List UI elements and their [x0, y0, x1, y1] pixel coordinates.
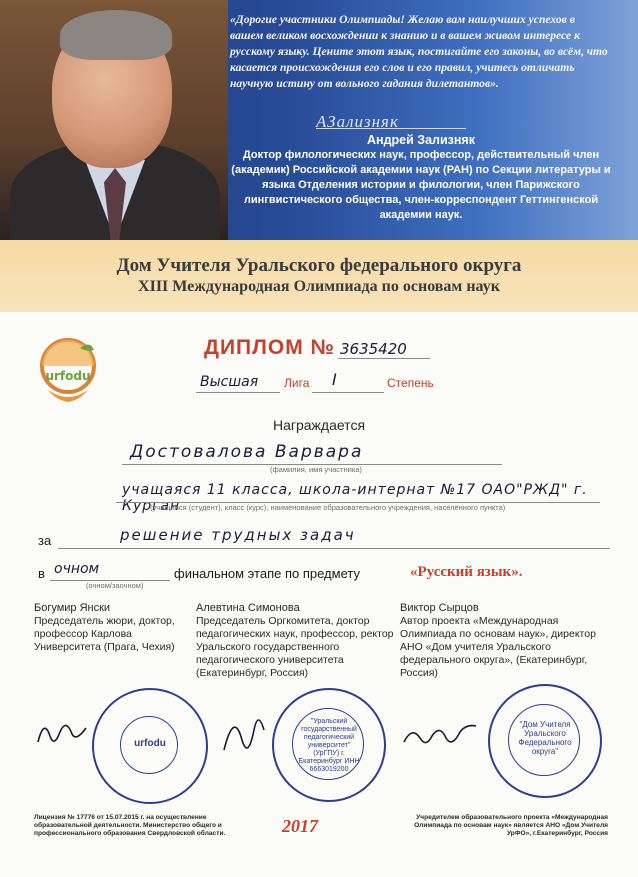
degree-value: I — [332, 370, 337, 389]
olympiad-title: XIII Международная Олимпиада по основам наук — [138, 278, 500, 295]
degree-label: Степень — [387, 376, 434, 390]
diploma-year: 2017 — [282, 816, 318, 836]
license-info: Лицензия № 17776 от 15.07.2015 г. на осуществление образовательной деятельности. Министерство общего и профессионального образования Свердловской области. — [34, 814, 226, 837]
signatory-role: Председатель Оргкомитета, доктор педагогических наук, профессор, ректор Уральского государственного педагогического университета (Екатеринбург, Россия) — [196, 615, 394, 679]
author-signature: АЗализняк — [316, 112, 399, 131]
header-banner — [0, 0, 638, 240]
signatory-1 — [34, 602, 184, 654]
degree-line — [312, 392, 384, 393]
league-label: Лига — [284, 376, 310, 390]
awarded-label: Награждается — [272, 417, 366, 433]
signatory-name: Виктор Сырцов — [400, 602, 479, 614]
founder-info: Учредителем образовательного проекта «Международная Олимпиада по основам наук» является АНО «Дом Учителя УрФО», г.Екатеринбург, Россия — [414, 814, 608, 837]
signatory-3 — [400, 602, 600, 680]
diploma-number: 3635420 — [340, 340, 407, 358]
urfodu-logo — [28, 330, 108, 410]
form-value: очном — [54, 561, 100, 577]
stage-text: финальном этапе по предмету — [174, 566, 360, 581]
league-line — [196, 392, 280, 393]
signatory-role: Автор проекта «Международная Олимпиада по основам наук», директор АНО «Дом учителя Уральского федерального округа», (Екатеринбург, Россия) — [400, 615, 596, 679]
author-block — [226, 133, 616, 223]
signature-1 — [34, 712, 94, 752]
form-caption: (очном/заочном) — [86, 581, 144, 590]
achievement-line — [58, 548, 610, 549]
logo-text: urfodu — [45, 369, 91, 383]
signature-line — [316, 128, 466, 129]
in-label: в — [38, 566, 45, 581]
stamp-left — [92, 688, 208, 804]
author-quote: «Дорогие участники Олимпиады! Желаю вам наилучших успехов в вашем великом восхождении к знанию и в вашем живом интересе к русскому языку. Цените этот язык, постигайте его законы, во всём, что касается происхождения его слов и его правил, учитесь отличать научную истину от вольного гадания дилетантов». — [230, 13, 608, 90]
author-portrait — [0, 0, 228, 240]
signature-2 — [218, 706, 268, 756]
for-label: за — [38, 533, 52, 548]
stamp-right-text: "Дом Учителя Уральского Федерального округа" — [518, 720, 572, 756]
signatory-2 — [196, 602, 396, 680]
student-info: учащаяся 11 класса, школа-интернат №17 ОАО"РЖД" г. Курган — [122, 482, 588, 514]
diploma-label: ДИПЛОМ № — [204, 336, 335, 359]
participant-name: Достовалова Варвара — [130, 442, 364, 462]
signatory-name: Алевтина Симонова — [196, 602, 300, 614]
stamp-right — [488, 684, 602, 798]
student-caption: (учащийся (студент), класс (курс), наименование образовательного учреждения, населённого пункта) — [150, 503, 506, 512]
org-title: Дом Учителя Уральского федерального округа — [116, 255, 522, 276]
number-line — [338, 358, 430, 359]
author-credentials: Доктор филологических наук, профессор, действительный член (академик) Российской академии наук (РАН) по Секции литературы и языка Отделения истории и филологии, член Парижского лингвистического общества, член-корреспондент Геттингенской академии наук. — [231, 149, 611, 221]
subject-name: «Русский язык». — [410, 564, 523, 580]
org-heading — [0, 255, 638, 297]
stamp-center-text: "Уральский государственный педагогический университет" (УрГПУ) г. Екатеринбург ИНН 6663019200 — [298, 718, 360, 773]
stamp-center — [272, 688, 386, 802]
league-value: Высшая — [200, 374, 259, 390]
achievement-value: решение трудных задач — [120, 526, 356, 544]
stamp-left-text: urfodu — [134, 738, 166, 749]
signature-3 — [402, 718, 478, 754]
participant-caption: (фамилия, имя участника) — [270, 465, 362, 474]
signatory-role: Председатель жюри, доктор, профессор Карлова Университета (Прага, Чехия) — [34, 615, 175, 653]
signatory-name: Богумир Янски — [34, 602, 111, 614]
author-name: Андрей Зализняк — [367, 133, 475, 147]
